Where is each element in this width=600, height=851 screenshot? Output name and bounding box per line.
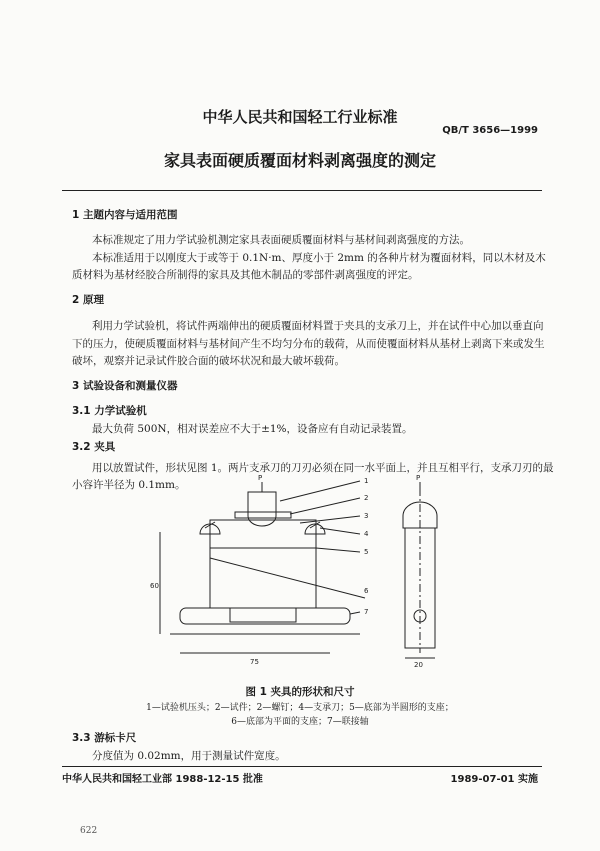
effective-date: 1989-07-01 实施: [450, 774, 538, 785]
paragraph-line: 最大负荷 500N，相对误差应不大于±1%，设备应有自动记录装置。: [92, 423, 413, 435]
svg-text:20: 20: [414, 661, 423, 668]
svg-text:3: 3: [364, 512, 369, 520]
svg-text:1: 1: [364, 477, 369, 485]
footer-rule: [62, 766, 542, 767]
svg-text:75: 75: [250, 658, 259, 666]
section-3-heading: 3 试验设备和测量仪器: [72, 380, 178, 392]
paragraph-line: 本标准规定了用力学试验机测定家具表面硬质覆面材料与基材间剥离强度的方法。: [92, 234, 470, 246]
svg-text:6: 6: [364, 587, 369, 595]
paragraph-line: 本标准适用于以刚度大于或等于 0.1N·m、厚度小于 2mm 的各种片材为覆面材料，同以木材及木: [92, 252, 546, 264]
paragraph-line: 小容许半径为 0.1mm。: [72, 479, 186, 491]
paragraph-line: 质材料为基材经胶合所制得的家具及其他木制品的零部件剥离强度的评定。: [72, 269, 419, 281]
figure-legend: 6—底部为平面的支座；7—联接轴: [231, 717, 369, 727]
svg-text:P: P: [258, 474, 263, 482]
svg-text:60: 60: [150, 582, 159, 590]
fixture-drawing: [150, 468, 450, 668]
svg-text:P: P: [416, 474, 421, 482]
approval-date: 中华人民共和国轻工业部 1988-12-15 批准: [62, 774, 263, 785]
paragraph-line: 破坏，观察并记录试件胶合面的破坏状况和最大破坏载荷。: [72, 355, 345, 367]
paragraph-line: 下的压力，使硬质覆面材料与基材间产生不均匀分布的载荷，从而使覆面材料从基材上剥离下来或发生: [72, 338, 545, 350]
svg-text:4: 4: [364, 530, 369, 538]
header-rule: [62, 190, 542, 191]
svg-text:2: 2: [364, 494, 369, 502]
paragraph-line: 分度值为 0.02mm，用于测量试件宽度。: [92, 750, 286, 762]
section-3-3-heading: 3.3 游标卡尺: [72, 732, 137, 744]
section-3-2-heading: 3.2 夹具: [72, 441, 116, 453]
paragraph-line: 用以放置试件，形状见图 1。两片支承刀的刀刃必须在同一水平面上，并且互相平行，支承刀刃的最: [92, 462, 554, 474]
section-3-1-heading: 3.1 力学试验机: [72, 405, 147, 417]
svg-text:5: 5: [364, 548, 369, 556]
paragraph-line: 利用力学试验机，将试件两端伸出的硬质覆面材料置于夹具的支承刀上，并在试件中心加以垂直向: [92, 320, 544, 332]
doc-title: 家具表面硬质覆面材料剥离强度的测定: [163, 151, 436, 170]
section-2-heading: 2 原理: [72, 294, 104, 306]
figure-caption: 图 1 夹具的形状和尺寸: [245, 686, 355, 698]
figure-legend: 1—试验机压头；2—试件；2—螺钉；4—支承刀；5—底部为半圆形的支座；: [146, 703, 454, 713]
section-1-heading: 1 主题内容与适用范围: [72, 209, 178, 221]
svg-text:7: 7: [364, 608, 369, 616]
org-title: 中华人民共和国轻工行业标准: [202, 108, 398, 126]
page-number: 622: [80, 826, 98, 836]
standard-code: QB/T 3656—1999: [442, 125, 538, 136]
